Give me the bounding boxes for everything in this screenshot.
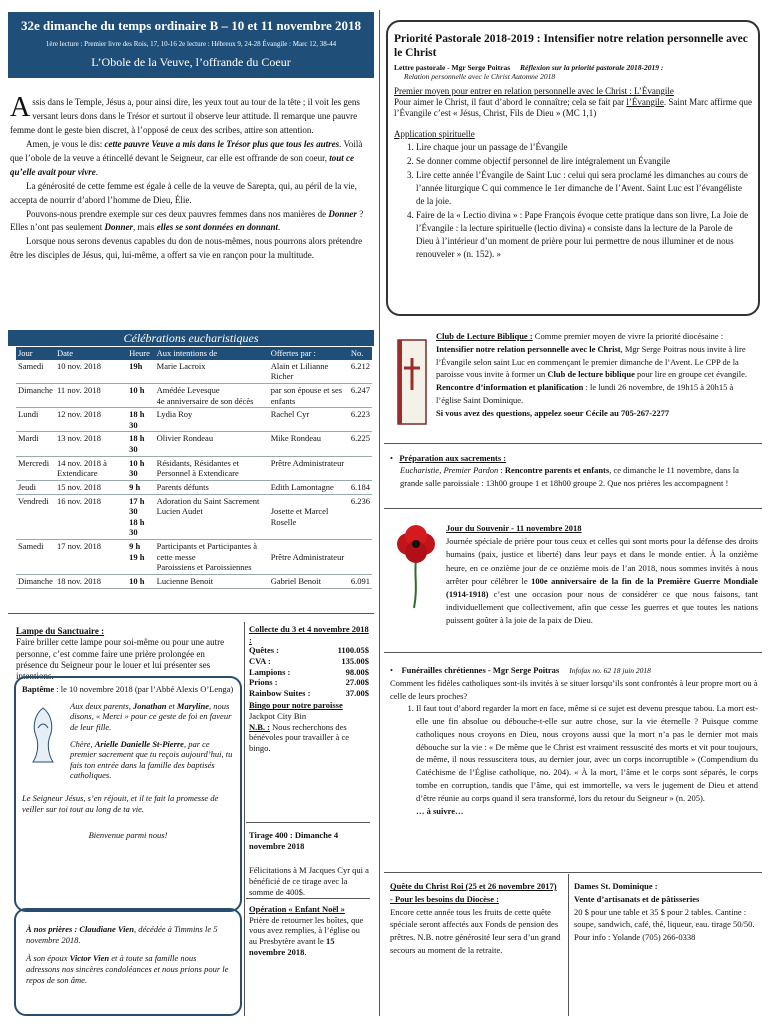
- souvenir-body: c’est une occasion pour nous de considérer ce que nous faisons, tant individuellement que collectivement, afin que cesse les guerres et que toutes les nations puissent goûter à la joie de la paix de Dieu.: [446, 588, 758, 626]
- noel-title: Opération « Enfant Noël »: [249, 904, 345, 914]
- table-cell: 17 nov. 2018: [55, 540, 127, 575]
- prieres-text: À son époux: [26, 953, 70, 964]
- table-cell: 6.091: [349, 574, 372, 588]
- table-cell: 16 nov. 2018: [55, 494, 127, 540]
- column-header: Jour: [16, 347, 55, 360]
- table-cell: 19h: [127, 360, 155, 384]
- collecte-label: Prions :: [249, 677, 278, 688]
- readings: 1ère lecture : Premier livre des Rois, 17, 10-16 2e lecture : Hébreux 9, 24-28 Évangile : Marc 12, 38-44: [45, 40, 337, 49]
- homily-text: ssis dans le Temple, Jésus a, pour ainsi dire, les yeux tout au tour de la tête ; il voit les gens versant leurs dons dans le Trésor et surtout il observe leur attitude. Il remarque une pauvre femme dont le geste bien discret, à l’opposé de ceux des scribes, attire son attention.: [10, 97, 360, 135]
- souvenir-section: [446, 522, 758, 627]
- table-cell: Olivier Rondeau: [155, 432, 269, 456]
- dames-info: Pour info : Yolande (705) 266-0338: [574, 932, 696, 942]
- homily-text: Amen, je vous le dis:: [26, 138, 105, 149]
- noel-body: .: [304, 946, 307, 957]
- table-row: [16, 383, 372, 407]
- bapteme-text: , nous disons, « Merci » pour ce geste de foi en faveur de leur fille.: [70, 700, 232, 732]
- bible-icon: [392, 330, 432, 432]
- bapteme-text: Chère,: [70, 738, 95, 749]
- table-cell: 10 nov. 2018: [55, 360, 127, 384]
- funerailles-section: [390, 664, 758, 818]
- dropcap: A: [10, 92, 31, 123]
- bapteme-welcome: Bienvenue parmi nous!: [88, 830, 168, 841]
- sacrements-section: [390, 452, 756, 489]
- sacrements-body: , ce dimanche le 11 novembre, dans la grande salle paroissiale : 13h00 groupe 1 et 18h00 groupe 2. Que nos prières les accompagnent !: [400, 465, 739, 488]
- dames-text: 20 $ pour une table et 35 $ pour 2 tables. Cantine : soupe, sandwich, café, thé, liqueur, eau. tirage 50/50.: [574, 906, 755, 930]
- prieres-text: , décédée à Timmins le 5 novembre 2018.: [26, 924, 218, 945]
- table-cell: Mardi: [16, 432, 55, 456]
- quete-subtitle: - Pour les besoins du Diocèse :: [390, 893, 499, 904]
- bullet-icon: •: [390, 453, 400, 463]
- souvenir-anniversary: 100e anniversaire de la fin de la Première Guerre Mondiale (1914-1918): [446, 575, 759, 599]
- funerailles-heading: [390, 664, 758, 677]
- collecte-label: Quêtes :: [249, 645, 279, 656]
- table-cell: Gabriel Benoit: [269, 574, 349, 588]
- bingo-note: [249, 722, 369, 754]
- table-cell: Vendredi: [16, 494, 55, 540]
- collecte-section: [249, 624, 369, 754]
- club-section: [436, 330, 760, 419]
- homily-text: .: [95, 166, 98, 177]
- table-cell: Marie Lacroix: [155, 360, 269, 384]
- column-header: Offertes par :: [269, 347, 349, 360]
- table-cell: 10 h 30: [127, 456, 155, 480]
- club-text: pour lire en groupe cet évangile.: [634, 369, 747, 380]
- table-row: [16, 540, 372, 575]
- divider: [246, 822, 370, 823]
- bapteme-label: Baptême: [22, 684, 55, 694]
- priorite-text: . Saint Marc affirme que l’Évangile c’est « Jésus, Christ, Fils de Dieu » (MC 1,1): [394, 96, 752, 118]
- header-banner: [8, 12, 374, 78]
- club-priority: Intensifier notre relation personnelle avec le Christ: [436, 343, 621, 354]
- table-cell: Adoration du Saint Sacrement Lucien Audet: [155, 494, 269, 540]
- tirage-title: Tirage 400 : Dimanche 4 novembre 2018: [249, 830, 339, 851]
- sacrements-heading: [390, 452, 756, 464]
- collecte-row: [249, 677, 369, 688]
- table-row: [16, 360, 372, 384]
- funerailles-intro: Comment les fidèles catholiques sont-ils invités à se situer lorsqu’ils sont confrontés à leur propre mort ou à celle de leurs proches?: [390, 677, 758, 701]
- souvenir-text: [446, 535, 758, 627]
- table-cell: Dimanche: [16, 383, 55, 407]
- tirage-text: Félicitations à M Jacques Cyr qui a bénéficié de ce tirage avec la somme de 400$.: [249, 865, 369, 897]
- dames-title: Dames St. Dominique :: [574, 881, 658, 891]
- column-header: Heure: [127, 347, 155, 360]
- collecte-list: [249, 645, 369, 698]
- homily-text: , mais: [133, 222, 157, 233]
- application-title: Application spirituelle: [394, 129, 475, 140]
- collecte-amount: 1100.05$: [337, 645, 369, 656]
- column-header: Date: [55, 347, 127, 360]
- table-cell: Alain et Lilianne Richer: [269, 360, 349, 384]
- table-row: [16, 432, 372, 456]
- table-cell: Dimanche: [16, 574, 55, 588]
- quete-title: Quête du Christ Roi (25 et 26 novembre 2017): [390, 881, 557, 891]
- collecte-row: [249, 688, 369, 699]
- dames-subtitle: Vente d’artisanats et de pâtisseries: [574, 893, 700, 904]
- lampe-title: Lampe du Sanctuaire :: [16, 626, 105, 636]
- bapteme-child: [70, 739, 234, 782]
- application-list: [394, 141, 752, 261]
- homily-paragraph: La générosité de cette femme est égale à celle de la veuve de Sarepta, qui, au péril de la vie, accepta de nourrir d’abord l’homme de Dieu, Élie.: [10, 180, 357, 205]
- lampe-section: [16, 626, 238, 682]
- divider: [379, 10, 380, 1016]
- homily-paragraph: [10, 208, 372, 236]
- list-item: 2. Se donner comme objectif personnel de lire intégralement un Évangile: [416, 155, 752, 168]
- sacrements-meeting: Rencontre parents et enfants: [504, 465, 610, 476]
- priorite-text: Pour aimer le Christ, il faut d’abord le connaître; cela se fait par: [394, 96, 627, 107]
- lampe-text: Faire briller cette lampe pour soi-même ou pour une autre personne, c’est comme faire une prière prolongée en présence du Seigneur pour le louer et lui présenter ses intentions.: [16, 637, 225, 681]
- table-cell: Mike Rondeau: [269, 432, 349, 456]
- collecte-amount: 98.00$: [345, 666, 369, 677]
- table-row: [16, 494, 372, 540]
- priorite-intro-title: Premier moyen pour entrer en relation personnelle avec le Christ : L’Évangile: [394, 85, 674, 96]
- homily: [10, 92, 372, 263]
- table-cell: 9 h 19 h: [127, 540, 155, 575]
- table-cell: 6.236: [349, 494, 372, 540]
- priorite-title: Priorité Pastorale 2018-2019 : Intensifier notre relation personnelle avec le Christ: [394, 33, 748, 60]
- table-cell: Samedi: [16, 540, 55, 575]
- funerailles-list: [390, 702, 758, 804]
- funerailles-title: Funérailles chrétiennes - Mgr Serge Poitras: [401, 665, 560, 675]
- table-cell: 15 nov. 2018: [55, 480, 127, 494]
- table-cell: 10 h: [127, 383, 155, 407]
- column-header: Aux intentions de: [155, 347, 269, 360]
- priorite-letter: [394, 63, 752, 72]
- nb-label: N.B. :: [249, 721, 271, 732]
- list-item: 3. Lire cette année l’Évangile de Saint Luc : celui qui sera proclamé les dimanches au cours de l’année liturgique C qui commence le 1er dimanche de l’Avent. Saint Luc est l’évangéliste de la joie.: [416, 169, 752, 208]
- table-cell: Prêtre Administrateur: [269, 456, 349, 480]
- bapteme-box: [14, 676, 242, 912]
- divider: [384, 443, 762, 444]
- nb-text: Nous recherchons des bénévoles pour travailler à ce bingo.: [249, 721, 350, 753]
- spouse-name: Victor Vien: [69, 953, 110, 964]
- table-cell: par son épouse et ses enfants: [269, 383, 349, 407]
- priorite-author: Lettre pastorale - Mgr Serge Poitras: [394, 62, 511, 72]
- collecte-amount: 37.00$: [345, 687, 369, 698]
- funerailles-ref: Infofax no. 62 18 juin 2018: [569, 666, 651, 675]
- poppy-icon: [394, 522, 438, 610]
- collecte-title: Collecte du 3 et 4 novembre 2018 :: [249, 624, 369, 645]
- dames-section: [574, 880, 760, 944]
- page-title: 32e dimanche du temps ordinaire B – 10 et 11 novembre 2018: [20, 18, 362, 33]
- divider: [568, 874, 569, 1016]
- table-cell: 14 nov. 2018 à Extendicare: [55, 456, 127, 480]
- list-item: 4. Faire de la « Lectio divina » : Pape François évoque cette pratique dans son livre, La Joie de l’Évangile : la lecture spirituelle (lectio divina) « consiste dans la lecture de la Parole de Dieu à l’intérieur d’un moment de prière pour lui permettre de nous illuminer et de nous renouveler » (n. 152). »: [416, 209, 752, 261]
- priorite-subtitle: Relation personnelle avec le Christ Automne 2018: [404, 72, 556, 82]
- table-cell: 6.184: [349, 480, 372, 494]
- table-row: [16, 456, 372, 480]
- club-text: , Mgr Serge Poitras nous invite à lire l’Évangile selon saint Luc en commençant le premier dimanche de l’Avent. Le CPP de la paroisse vous invite à former un: [436, 343, 746, 380]
- divider: [8, 613, 374, 614]
- table-cell: 13 nov. 2018: [55, 432, 127, 456]
- homily-title: L’Obole de la Veuve, l’offrande du Coeur: [91, 55, 291, 69]
- table-cell: 6.223: [349, 408, 372, 432]
- table-cell: 6.247: [349, 383, 372, 407]
- bapteme-blessing: Le Seigneur Jésus, s’en réjouit, et il te fait la promesse de veiller sur toi tout au long de ta vie.: [22, 793, 219, 814]
- homily-paragraph: [10, 92, 372, 138]
- table-cell: Participants et Participantes à cette messe Paroissiens et Paroissiennes: [155, 540, 269, 575]
- table-row: [16, 408, 372, 432]
- club-title: Club de Lecture Biblique :: [436, 331, 533, 341]
- table-row: [16, 574, 372, 588]
- collecte-row: [249, 645, 369, 656]
- prieres-label: À nos prières :: [26, 924, 80, 934]
- table-cell: Rachel Cyr: [269, 408, 349, 432]
- bapteme-heading: [22, 684, 234, 695]
- table-cell: 17 h 30 18 h 30: [127, 494, 155, 540]
- prieres-line: [26, 924, 230, 945]
- noel-body: Prière de retourner les boîtes, que vous avez remplies, à l’église ou au Presbytère avant le: [249, 914, 364, 946]
- bapteme-date: : le 10 novembre 2018 (par l’Abbé Alexis O’Lenga): [54, 684, 234, 694]
- divider: [384, 652, 762, 653]
- homily-em: Donner: [104, 222, 133, 233]
- table-cell: Parents défunts: [155, 480, 269, 494]
- table-cell: 9 h: [127, 480, 155, 494]
- prieres-line: [26, 953, 230, 985]
- collecte-label: Rainbow Suites :: [249, 687, 311, 698]
- table-body: [16, 360, 372, 588]
- priorite-reflection: Réflexion sur la priorité pastorale 2018-2019 :: [520, 62, 664, 72]
- quete-section: [390, 880, 564, 957]
- table-cell: 6.212: [349, 360, 372, 384]
- bingo-title: Bingo pour notre paroisse: [249, 700, 343, 711]
- prieres-box: [14, 908, 242, 1016]
- club-contact: Si vous avez des questions, appelez soeur Cécile au 705-267-2277: [436, 407, 670, 418]
- table-cell: [349, 540, 372, 575]
- noel-date: 15 novembre 2018: [249, 935, 335, 957]
- homily-paragraph: Lorsque nous serons devenus capables du don de nous-mêmes, nous pourrons alors prétendre être les disciples de Jésus, qui, lui-même, a offert sa vie en rançon pour la multitude.: [10, 236, 363, 261]
- table-cell: Lundi: [16, 408, 55, 432]
- club-name: Club de lecture biblique: [547, 369, 635, 380]
- table-cell: Lydia Roy: [155, 408, 269, 432]
- homily-text: Pouvons-nous prendre exemple sur ces deux pauvres femmes dans nos manières de: [26, 208, 329, 219]
- souvenir-body: Journée spéciale de prière pour tous ceux et celles qui sont morts pour la défense des droits humains (paix, justice et liberté) dans leur pays et dans le monde entier. À la onzième heure, en ce onzième jour de ce onzième mois de l’an 2018, nous sommes invités à nous arrêter pour célébrer le: [446, 536, 758, 586]
- table-cell: 18 h 30: [127, 432, 155, 456]
- sacrements-type: Eucharistie, Premier Pardon: [400, 465, 499, 476]
- sacrements-title: Préparation aux sacrements :: [399, 453, 507, 463]
- table-cell: [349, 456, 372, 480]
- table-row: [16, 480, 372, 494]
- list-item: 1. Lire chaque jour un passage de l’Évangile: [416, 141, 752, 154]
- bapteme-text: et: [166, 700, 177, 711]
- parent-name: Maryline: [176, 700, 210, 711]
- divider: [246, 898, 370, 899]
- table-cell: 18 nov. 2018: [55, 574, 127, 588]
- table-header: [16, 347, 372, 360]
- collecte-row: [249, 667, 369, 678]
- prieres-text: et à toute sa famille nous adressons nos sincères condoléances et nous prions pour le repos de son âme.: [26, 953, 229, 985]
- noel-section: [249, 904, 369, 957]
- parent-name: Jonathan: [132, 700, 167, 711]
- tirage-section: [249, 830, 369, 897]
- sacrements-text: [390, 464, 756, 489]
- noel-text: [249, 915, 369, 958]
- homily-em: elles se sont données en donnant: [156, 222, 279, 233]
- table-cell: Edith Lamontagne: [269, 480, 349, 494]
- priorite-intro: [394, 97, 752, 120]
- club-text: Comme premier moyen de vivre la priorité diocésaine :: [532, 331, 724, 341]
- deceased-name: Claudiane Vien: [79, 924, 134, 934]
- divider: [384, 508, 762, 509]
- table-cell: 11 nov. 2018: [55, 383, 127, 407]
- club-meeting: Rencontre d’information et planification: [436, 382, 584, 392]
- homily-text: . Voilà que l’obole de la veuve a étincellé devant le Seigneur, car elle est offrande de son coeur,: [10, 138, 363, 163]
- souvenir-title: Jour du Souvenir - 11 novembre 2018: [446, 523, 582, 533]
- table-cell: Résidants, Résidantes et Personnel à Extendicare: [155, 456, 269, 480]
- list-item: 1. Il faut tout d’abord regarder la mort en face, même si ce sujet est devenu presque tabou. La mort est-elle une fin absolue ou débouche-t-elle sur autre chose, sur la vie éternelle ? Puisque comme catholiques nous croyons en Dieu, nous croyons aussi que la mort n’a pas le dernier mot mais débouche sur la vie : « De même que le Christ est vraiment ressuscité des morts et vit pour toujours, de même, il nous ressuscitera tous, au dernier jour, avec un corps incorruptible » (Compendium du Catéchisme de l’Église catholique, no. 204). « À la mort, l’âme et le corps sont séparés, le corps tombe en corruption, tandis que l’âme, qui est immortelle, va vers le jugement de Dieu et attend d’être réunie au corps quand il sera transformé, lors du retour du Seigneur » (n. 205).: [416, 702, 758, 804]
- divider: [384, 872, 762, 873]
- collecte-label: CVA :: [249, 655, 271, 666]
- bapteme-text: Aux deux parents,: [70, 700, 133, 711]
- collecte-label: Lampions :: [249, 666, 291, 677]
- table-cell: 10 h: [127, 574, 155, 588]
- dove-icon: [26, 706, 60, 764]
- homily-em: Donner: [328, 208, 357, 219]
- table-cell: Mercredi: [16, 456, 55, 480]
- divider: [244, 622, 245, 1016]
- homily-paragraph: [10, 138, 372, 180]
- table-cell: Samedi: [16, 360, 55, 384]
- homily-text: .: [278, 222, 281, 233]
- table-cell: 12 nov. 2018: [55, 408, 127, 432]
- table-cell: 18 h 30: [127, 408, 155, 432]
- celebrations-title: Célébrations eucharistiques: [8, 330, 374, 346]
- homily-text: ? Elles n’ont pas seulement: [10, 208, 364, 233]
- bullet-icon: •: [390, 665, 402, 675]
- homily-quote: tout ce qu’elle avait pour vivre: [10, 152, 354, 177]
- sacrements-body: :: [498, 465, 505, 476]
- club-text: : le lundi 26 novembre, de 19h15 à 20h15 à l’église Saint Dominique.: [436, 382, 734, 405]
- table-cell: Josette et Marcel Roselle: [269, 494, 349, 540]
- collecte-amount: 27.00$: [345, 677, 369, 688]
- priorite-evangile: l’Évangile: [626, 96, 664, 107]
- collecte-amount: 135.00$: [341, 655, 369, 666]
- column-header: No.: [349, 347, 372, 360]
- a-suivre: … à suivre…: [416, 806, 464, 817]
- quete-text: Encore cette année tous les fruits de cette quête spéciale seront affectés aux Fonds de pension des prêtres. N.B. notre générosité leur sera d’un grand secours au moment de la retraite.: [390, 906, 561, 955]
- bingo-line: Jackpot City Bin: [249, 711, 307, 721]
- table-cell: Jeudi: [16, 480, 55, 494]
- table-cell: 6.225: [349, 432, 372, 456]
- collecte-row: [249, 656, 369, 667]
- homily-quote: cette pauvre Veuve a mis dans le Trésor plus que tous les autres: [104, 138, 340, 149]
- child-name: Arielle Danielle St-Pierre: [94, 738, 184, 749]
- table-cell: Amédée Levesque 4e anniversaire de son décès: [155, 383, 269, 407]
- bapteme-parents: [70, 701, 234, 733]
- bapteme-text: , par ce premier sacrement que tu reçois aujourd’hui, tu fais ton entrée dans la famille des baptisés catholiques.: [70, 738, 233, 781]
- table-cell: Prêtre Administrateur: [269, 540, 349, 575]
- priorite-box: [386, 20, 760, 316]
- celebrations-table: [16, 347, 372, 589]
- table-cell: Lucienne Benoit: [155, 574, 269, 588]
